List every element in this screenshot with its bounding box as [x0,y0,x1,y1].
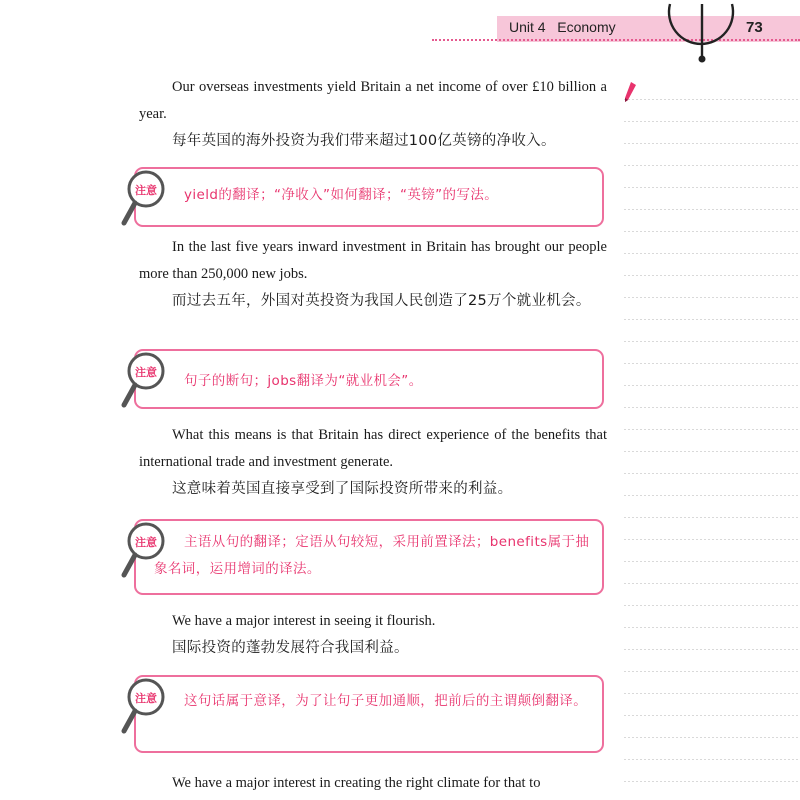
clock-icon [662,0,742,66]
text-block-4 [139,608,607,662]
note-text: 句子的断句；jobs翻译为“就业机会”。 [184,373,423,389]
note-text: yield的翻译；“净收入”如何翻译；“英镑”的写法。 [184,187,499,203]
chinese-translation: 这意味着英国直接享受到了国际投资所带来的利益。 [172,481,513,497]
note-text: 这句话属于意译，为了让句子更加通顺，把前后的主谓颠倒翻译。 [184,693,588,709]
header-divider [432,39,800,41]
magnifier-icon [119,520,169,582]
text-block-3 [139,422,607,503]
note-box-2 [134,349,604,409]
english-sentence: What this means is that Britain has direct experience of the benefits that international trade and investment generate. [139,427,607,470]
text-block-5 [139,770,607,797]
note-box-3 [134,519,604,595]
notes-lines [624,78,800,800]
page-number: 73 [746,19,763,36]
chinese-translation: 国际投资的蓬勃发展符合我国利益。 [172,640,409,656]
text-block-1 [139,74,607,155]
unit-title: Unit 4 Economy [509,19,616,35]
magnifier-icon [119,676,169,738]
note-label: 注意 [135,692,157,705]
note-label: 注意 [135,366,157,379]
english-sentence: In the last five years inward investment in Britain has brought our people more than 250,000 new jobs. [139,239,607,282]
text-block-2 [139,234,607,315]
chinese-translation: 每年英国的海外投资为我们带来超过100亿英镑的净收入。 [172,133,556,149]
chinese-translation: 而过去五年，外国对英投资为我国人民创造了25万个就业机会。 [172,293,591,309]
english-sentence: We have a major interest in creating the right climate for that to [172,775,541,791]
note-label: 注意 [135,184,157,197]
pencil-icon [622,80,638,104]
note-box-4 [134,675,604,753]
english-sentence: We have a major interest in seeing it flourish. [172,613,436,629]
magnifier-icon [119,168,169,230]
magnifier-icon [119,350,169,412]
note-text: 主语从句的翻译；定语从句较短，采用前置译法；benefits属于抽象名词，运用增词的译法。 [154,534,590,577]
english-sentence: Our overseas investments yield Britain a net income of over £10 billion a year. [139,79,607,122]
note-box-1 [134,167,604,227]
note-label: 注意 [135,536,157,549]
